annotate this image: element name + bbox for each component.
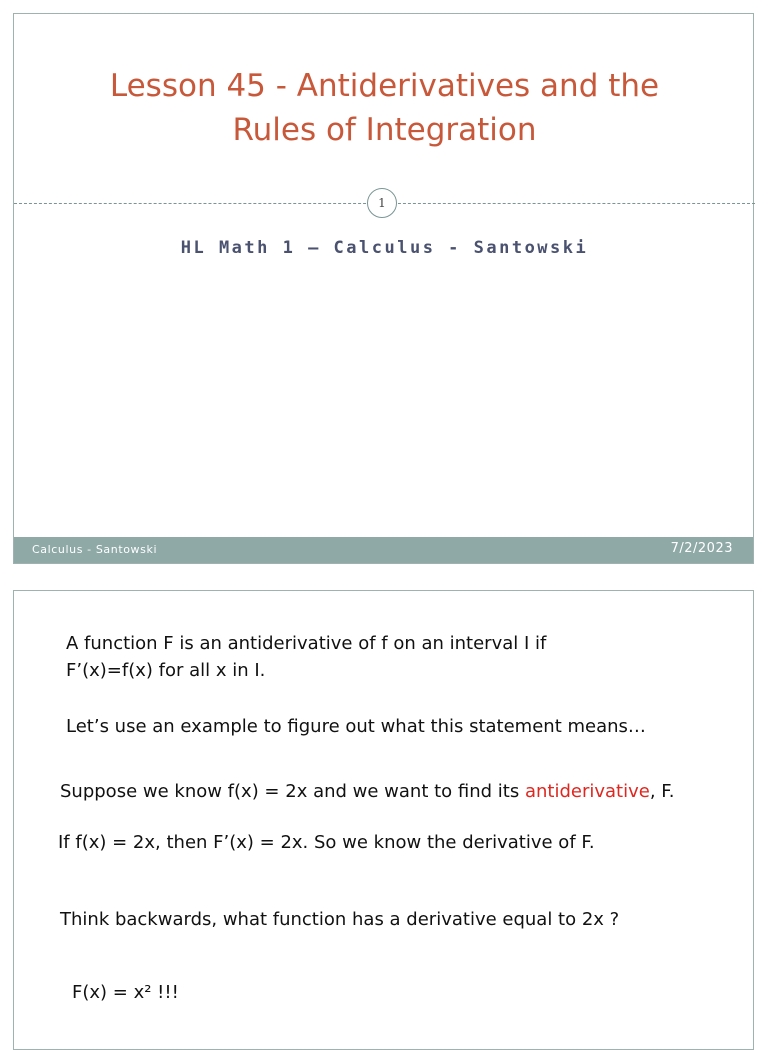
footer-course-label: Calculus - Santowski <box>32 543 158 556</box>
suppose-prefix: Suppose we know f(x) = 2x and we want to find its <box>60 781 525 802</box>
definition-text <box>66 630 546 684</box>
definition-line-2: F’(x)=f(x) for all x in I. <box>66 660 266 681</box>
example-intro: Let’s use an example to figure out what this statement means… <box>66 716 646 737</box>
slide-number-badge: 1 <box>367 188 397 218</box>
title-line-1: Lesson 45 - Antiderivatives and the <box>109 68 660 104</box>
answer-text: F(x) = x² !!! <box>72 982 179 1003</box>
slide-1 <box>13 13 754 564</box>
slide-2 <box>13 590 754 1050</box>
slide-title <box>14 64 755 152</box>
definition-line-1: A function F is an antiderivative of f on an interval I if <box>66 633 547 654</box>
antiderivative-highlight: antiderivative <box>524 781 650 802</box>
think-backwards-question: Think backwards, what function has a derivative equal to 2x ? <box>60 909 620 930</box>
suppose-suffix: , F. <box>649 781 675 802</box>
footer-date: 7/2/2023 <box>670 541 733 556</box>
if-statement: If f(x) = 2x, then F’(x) = 2x. So we know the derivative of F. <box>58 832 595 853</box>
title-line-2: Rules of Integration <box>232 112 537 148</box>
slide-footer <box>14 537 753 563</box>
slide-subtitle: HL Math 1 – Calculus - Santowski <box>180 238 589 258</box>
suppose-statement <box>60 778 674 805</box>
